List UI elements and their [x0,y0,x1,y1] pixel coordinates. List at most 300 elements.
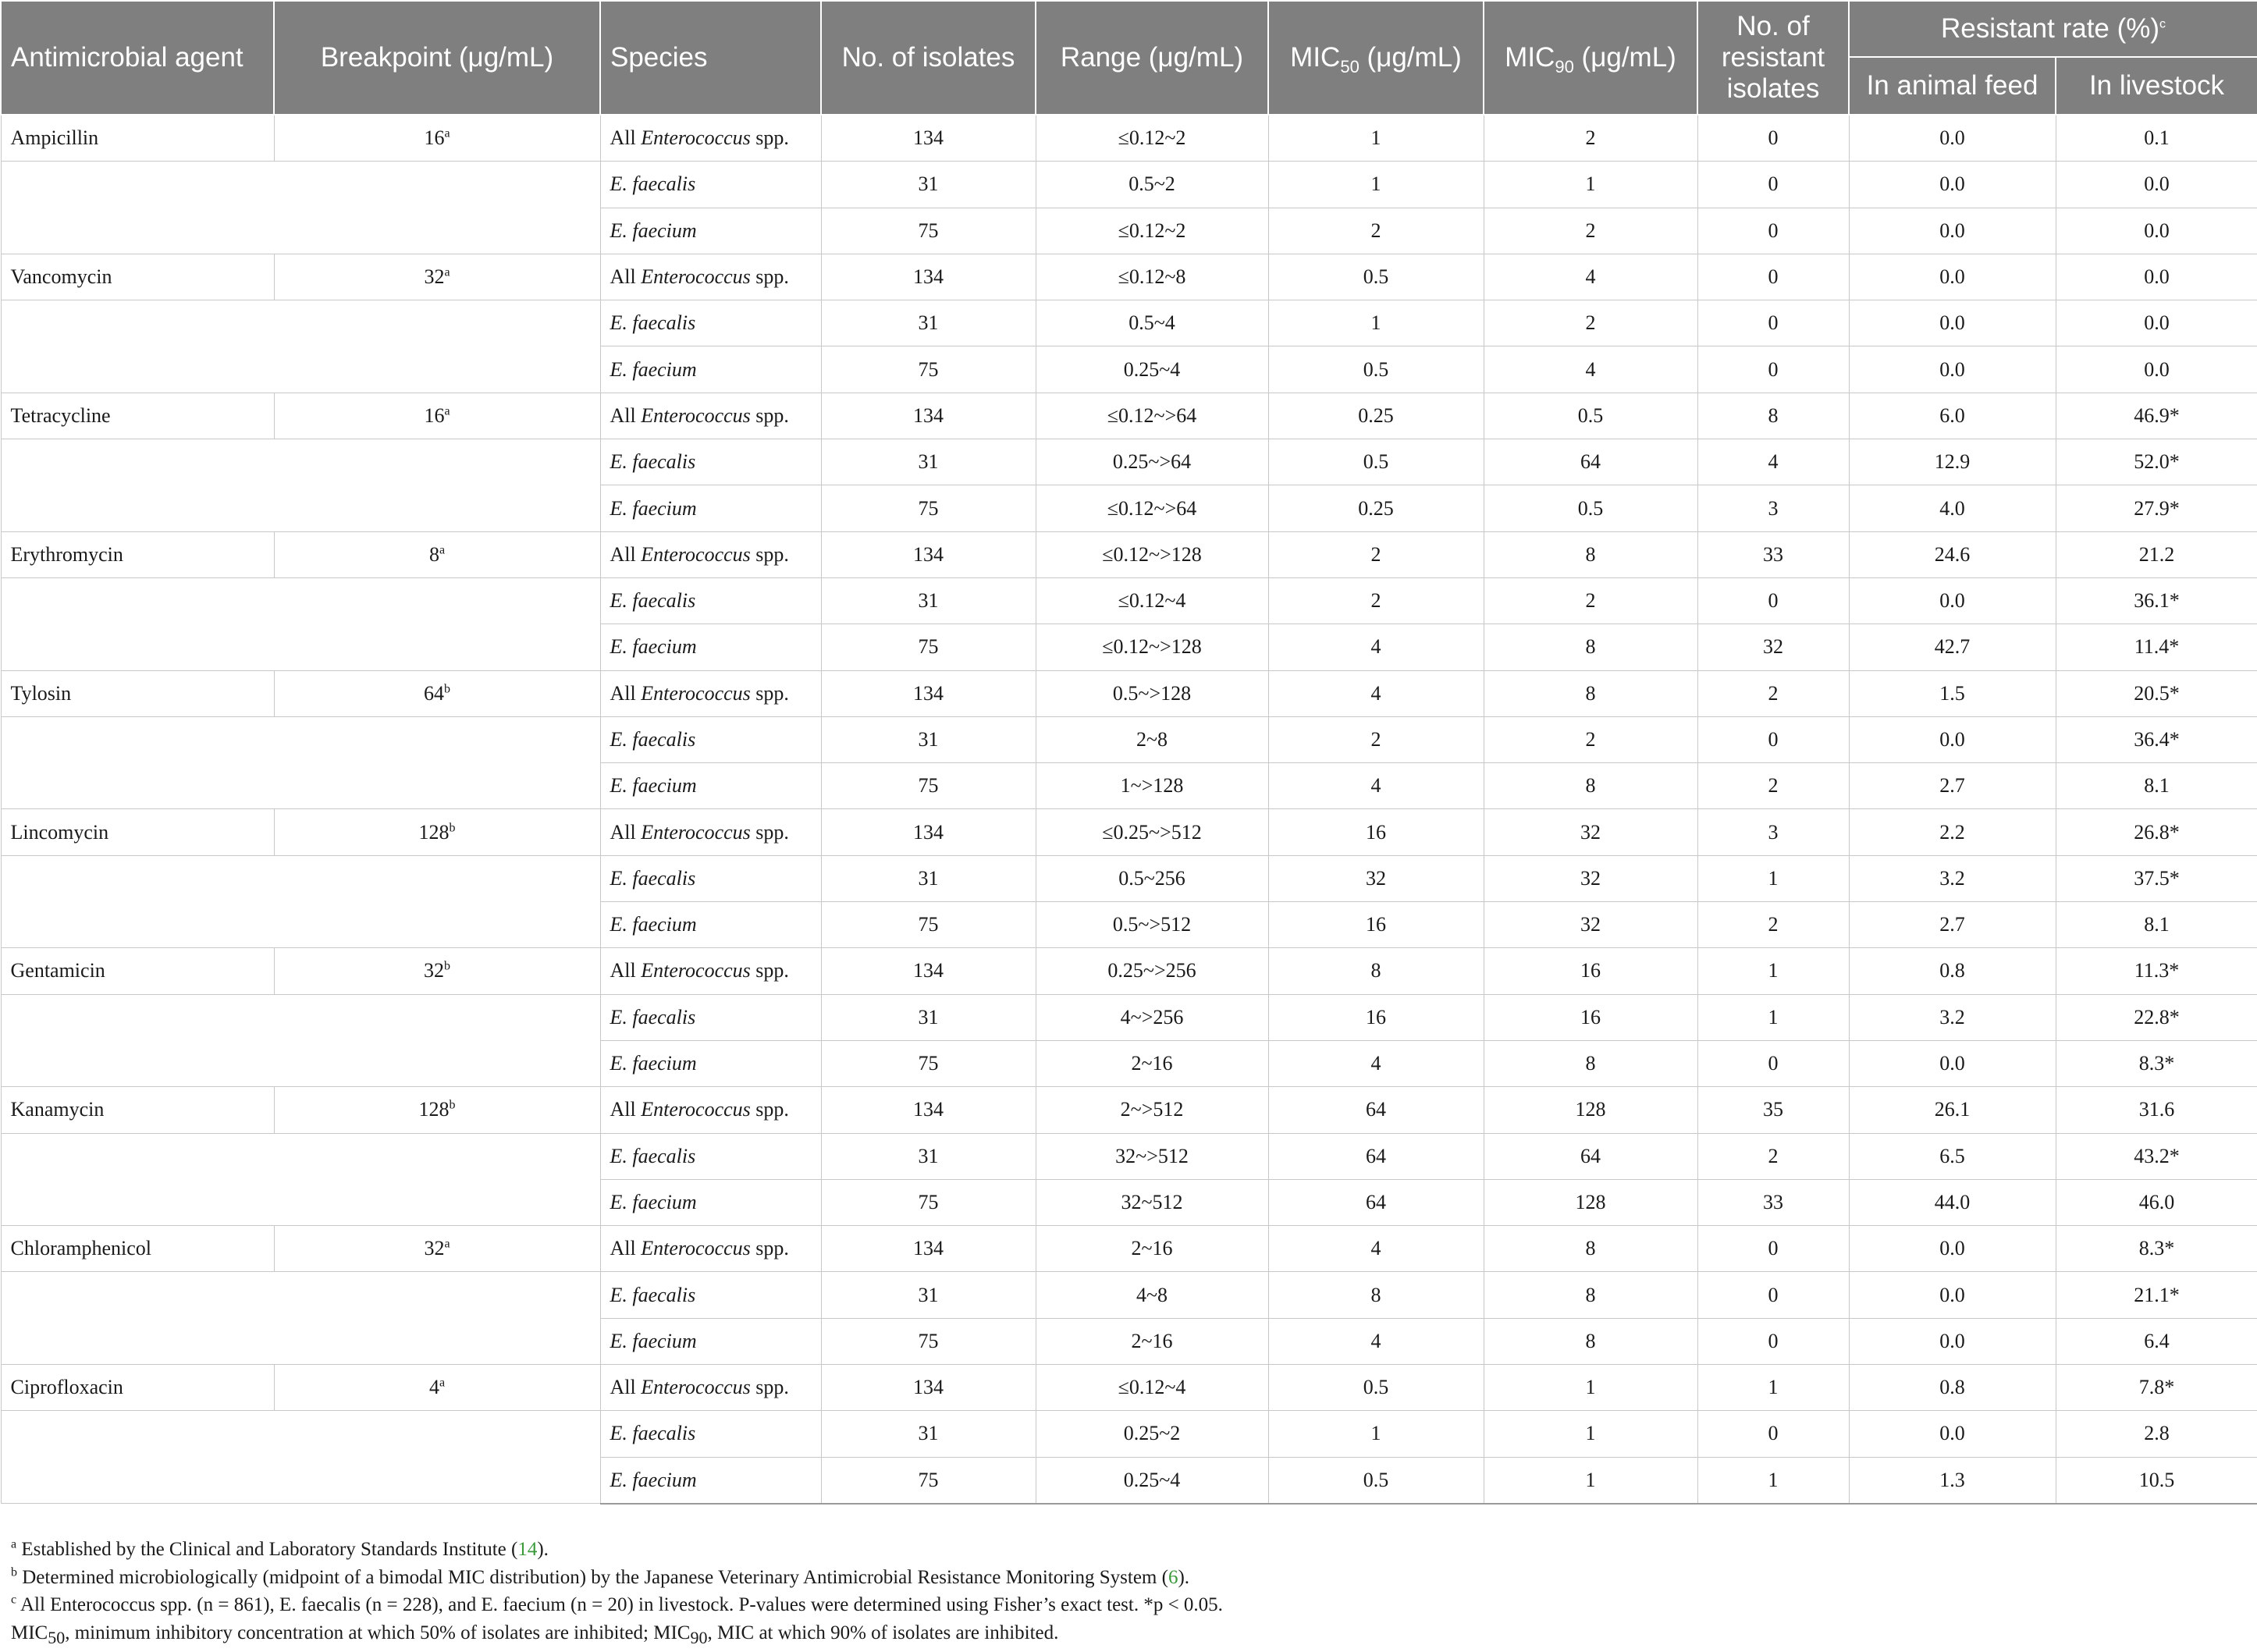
rate-feed-cell: 4.0 [1849,485,2056,531]
mic50-cell: 0.25 [1268,393,1484,439]
rate-feed-cell: 0.0 [1849,1226,2056,1272]
rate-livestock-cell: 21.2 [2056,531,2257,577]
range-cell: ≤0.12~4 [1036,577,1268,623]
rate-livestock-cell: 43.2* [2056,1133,2257,1179]
table-row [1,1411,2257,1457]
rate-livestock-cell: 2.8 [2056,1411,2257,1457]
resistant-count-cell: 33 [1697,1179,1849,1225]
table-row [1,115,2257,162]
range-cell: ≤0.12~>128 [1036,531,1268,577]
breakpoint-value: 16 [424,126,445,150]
species-cell: All Enterococcus spp. [600,531,821,577]
species-name: E. faecalis [610,311,696,335]
mic90-cell: 8 [1484,763,1697,809]
species-cell: All Enterococcus spp. [600,670,821,716]
mic50-cell: 0.5 [1268,1365,1484,1411]
species-cell [600,624,821,670]
species-name: E. faecalis [610,728,696,751]
rate-livestock-cell: 10.5 [2056,1457,2257,1504]
species-name: E. faecium [610,913,697,936]
mic90-cell: 8 [1484,1272,1697,1318]
isolates-cell: 31 [821,716,1036,762]
rate-livestock-cell: 8.3* [2056,1226,2257,1272]
rate-livestock-cell: 6.4 [2056,1318,2257,1364]
rate-livestock-cell: 46.0 [2056,1179,2257,1225]
resistant-count-cell: 0 [1697,254,1849,300]
isolates-cell: 75 [821,902,1036,948]
range-cell: 0.5~>512 [1036,902,1268,948]
species-cell [600,1133,821,1179]
rate-livestock-cell: 46.9* [2056,393,2257,439]
species-cell [600,439,821,485]
genus-name: Enterococcus [641,820,751,844]
species-name: E. faecalis [610,172,696,196]
mic50-cell: 1 [1268,300,1484,346]
mic90-cell: 32 [1484,809,1697,855]
resistant-count-cell: 1 [1697,1457,1849,1504]
isolates-cell: 75 [821,763,1036,809]
rate-feed-cell: 0.0 [1849,162,2056,208]
isolates-cell: 75 [821,624,1036,670]
mic90-cell: 2 [1484,115,1697,162]
resistant-count-cell: 0 [1697,300,1849,346]
header-resistant-rate: Resistant rate (%)$^c$ [1849,1,2257,57]
breakpoint-footnote-mark: b [444,682,450,696]
mic50-cell: 1 [1268,115,1484,162]
breakpoint-cell [274,1087,600,1133]
rate-feed-cell: 26.1 [1849,1087,2056,1133]
agent-cell: Ampicillin [1,115,274,162]
genus-name: Enterococcus [641,126,751,150]
species-cell [600,763,821,809]
resistant-count-cell: 1 [1697,855,1849,901]
range-cell: 2~8 [1036,716,1268,762]
isolates-cell: 31 [821,1272,1036,1318]
range-cell: ≤0.12~>128 [1036,624,1268,670]
isolates-cell: 31 [821,162,1036,208]
header-mic50: $MIC_{50}$ (μg/mL) [1268,1,1484,115]
resistant-count-cell: 0 [1697,1040,1849,1086]
resistant-count-cell: 2 [1697,1133,1849,1179]
breakpoint-value: 128 [418,820,450,844]
rate-livestock-cell: 36.1* [2056,577,2257,623]
resistant-count-cell: 0 [1697,162,1849,208]
rate-livestock-cell: 20.5* [2056,670,2257,716]
range-cell: 2~16 [1036,1040,1268,1086]
mic90-cell: 2 [1484,300,1697,346]
isolates-cell: 134 [821,670,1036,716]
species-name: E. faecalis [610,1144,696,1167]
mic50-cell: 8 [1268,1272,1484,1318]
rate-livestock-cell: 22.8* [2056,994,2257,1040]
breakpoint-footnote-mark: a [444,404,450,418]
resistant-count-cell: 3 [1697,809,1849,855]
footnotes [11,1536,2243,1647]
table-row [1,809,2257,855]
mic50-cell: 4 [1268,670,1484,716]
header-in-livestock: In livestock [2056,57,2257,115]
range-cell: 0.25~2 [1036,1411,1268,1457]
species-cell: All Enterococcus spp. [600,393,821,439]
range-cell: ≤0.12~>64 [1036,393,1268,439]
range-cell: 2~16 [1036,1226,1268,1272]
resistant-count-cell: 4 [1697,439,1849,485]
resistant-count-cell: 0 [1697,1272,1849,1318]
breakpoint-footnote-mark: b [444,959,450,973]
species-cell [600,208,821,254]
range-cell: 0.5~2 [1036,162,1268,208]
genus-name: Enterococcus [641,959,751,982]
range-cell: ≤0.12~2 [1036,208,1268,254]
rate-livestock-cell: 0.0 [2056,208,2257,254]
rate-feed-cell: 24.6 [1849,531,2056,577]
species-cell [600,1272,821,1318]
species-name: E. faecium [610,635,697,659]
blank-cell [1,1133,600,1226]
breakpoint-value: 4 [428,1376,439,1399]
species-name: E. faecalis [610,589,696,613]
blank-cell [1,716,600,809]
footnote-c: $^c$ All Enterococcus spp. (n = 861), E. faecalis (n = 228), and E. faecium (n = 20) in livestock. P-values were determined using Fisher’s exact test. *p < 0.05. [11,1593,1223,1615]
mic90-cell: 128 [1484,1179,1697,1225]
header-resistant-isolates: No. of resistant isolates [1697,1,1849,115]
header-isolates: No. of isolates [821,1,1036,115]
header-species: Species [600,1,821,115]
breakpoint-footnote-mark: a [439,1376,446,1390]
rate-livestock-cell: 8.3* [2056,1040,2257,1086]
header-mic90: $MIC_{90}$ (μg/mL) [1484,1,1697,115]
species-name: E. faecium [610,1190,697,1213]
resistant-count-cell: 2 [1697,763,1849,809]
resistant-count-cell: 1 [1697,948,1849,994]
mic50-cell: 16 [1268,994,1484,1040]
mic90-cell: 1 [1484,162,1697,208]
isolates-cell: 31 [821,855,1036,901]
mic50-cell: 4 [1268,763,1484,809]
agent-cell: Ciprofloxacin [1,1365,274,1411]
species-cell [600,902,821,948]
mic90-cell: 64 [1484,439,1697,485]
agent-cell: Tylosin [1,670,274,716]
species-name: E. faecalis [610,1422,696,1445]
isolates-cell: 75 [821,1457,1036,1504]
rate-livestock-cell: 27.9* [2056,485,2257,531]
isolates-cell: 31 [821,994,1036,1040]
breakpoint-cell [274,531,600,577]
mic50-cell: 16 [1268,809,1484,855]
range-cell: 1~>128 [1036,763,1268,809]
mic90-cell: 8 [1484,1226,1697,1272]
range-cell: 0.25~>64 [1036,439,1268,485]
range-cell: 4~8 [1036,1272,1268,1318]
table-row [1,393,2257,439]
resistant-count-cell: 0 [1697,1411,1849,1457]
species-name: E. faecium [610,496,697,520]
agent-cell: Lincomycin [1,809,274,855]
mic90-cell: 8 [1484,624,1697,670]
resistant-count-cell: 0 [1697,577,1849,623]
isolates-cell: 75 [821,1318,1036,1364]
mic90-cell: 2 [1484,716,1697,762]
table-row [1,1087,2257,1133]
range-cell: 0.5~>128 [1036,670,1268,716]
genus-name: Enterococcus [641,403,751,427]
resistant-count-cell: 1 [1697,1365,1849,1411]
species-cell [600,1040,821,1086]
rate-feed-cell: 2.7 [1849,763,2056,809]
mic50-cell: 64 [1268,1087,1484,1133]
rate-feed-cell: 0.0 [1849,346,2056,393]
breakpoint-cell [274,1226,600,1272]
breakpoint-footnote-mark: b [449,820,456,834]
rate-feed-cell: 1.5 [1849,670,2056,716]
range-cell: ≤0.12~8 [1036,254,1268,300]
mic90-cell: 8 [1484,670,1697,716]
isolates-cell: 134 [821,948,1036,994]
genus-name: Enterococcus [641,1376,751,1399]
agent-cell: Erythromycin [1,531,274,577]
footnote-a: $^a$ Established by the Clinical and Laboratory Standards Institute (14). [11,1537,549,1560]
table-row [1,439,2257,485]
table-body [1,115,2257,1504]
genus-name: Enterococcus [641,1237,751,1260]
mic90-cell: 1 [1484,1411,1697,1457]
rate-feed-cell: 2.2 [1849,809,2056,855]
range-cell: 32~512 [1036,1179,1268,1225]
header-in-feed: In animal feed [1849,57,2056,115]
breakpoint-value: 32 [424,265,445,289]
rate-feed-cell: 0.0 [1849,1040,2056,1086]
mic90-cell: 4 [1484,346,1697,393]
rate-feed-cell: 0.0 [1849,1411,2056,1457]
range-cell: ≤0.12~4 [1036,1365,1268,1411]
isolates-cell: 134 [821,1087,1036,1133]
species-cell: All Enterococcus spp. [600,1365,821,1411]
rate-livestock-cell: 11.4* [2056,624,2257,670]
agent-cell: Gentamicin [1,948,274,994]
genus-name: Enterococcus [641,1098,751,1121]
isolates-cell: 134 [821,115,1036,162]
blank-cell [1,300,600,393]
mic50-cell: 2 [1268,716,1484,762]
isolates-cell: 75 [821,208,1036,254]
resistant-count-cell: 1 [1697,994,1849,1040]
species-cell [600,300,821,346]
breakpoint-footnote-mark: a [444,126,450,140]
rate-feed-cell: 1.3 [1849,1457,2056,1504]
species-name: E. faecium [610,1329,697,1352]
rate-feed-cell: 0.8 [1849,948,2056,994]
species-cell [600,1457,821,1504]
rate-livestock-cell: 0.0 [2056,162,2257,208]
isolates-cell: 31 [821,1411,1036,1457]
genus-name: Enterococcus [641,265,751,289]
mic50-cell: 64 [1268,1133,1484,1179]
species-cell [600,1179,821,1225]
range-cell: 0.5~256 [1036,855,1268,901]
mic90-cell: 0.5 [1484,485,1697,531]
genus-name: Enterococcus [641,681,751,705]
rate-feed-cell: 0.8 [1849,1365,2056,1411]
breakpoint-value: 8 [428,542,439,566]
species-cell [600,1411,821,1457]
table-row [1,948,2257,994]
species-name: E. faecium [610,1468,697,1491]
header-agent: Antimicrobial agent [1,1,274,115]
rate-livestock-cell: 52.0* [2056,439,2257,485]
resistant-count-cell: 0 [1697,115,1849,162]
breakpoint-cell [274,1365,600,1411]
rate-feed-cell: 12.9 [1849,439,2056,485]
table-row [1,1365,2257,1411]
range-cell: ≤0.25~>512 [1036,809,1268,855]
species-name: E. faecalis [610,866,696,890]
rate-feed-cell: 0.0 [1849,208,2056,254]
table-row [1,300,2257,346]
rate-livestock-cell: 0.0 [2056,300,2257,346]
header-breakpoint: Breakpoint (μg/mL) [274,1,600,115]
table-row [1,994,2257,1040]
blank-cell [1,577,600,670]
isolates-cell: 134 [821,1226,1036,1272]
isolates-cell: 75 [821,485,1036,531]
species-name: E. faecalis [610,1283,696,1306]
breakpoint-value: 32 [424,1237,445,1260]
rate-livestock-cell: 8.1 [2056,902,2257,948]
header-range: Range (μg/mL) [1036,1,1268,115]
mic90-cell: 64 [1484,1133,1697,1179]
mic50-cell: 16 [1268,902,1484,948]
rate-feed-cell: 0.0 [1849,577,2056,623]
resistant-count-cell: 3 [1697,485,1849,531]
range-cell: 4~>256 [1036,994,1268,1040]
genus-name: Enterococcus [641,542,751,566]
rate-feed-cell: 42.7 [1849,624,2056,670]
species-cell [600,162,821,208]
isolates-cell: 134 [821,1365,1036,1411]
mic50-cell: 4 [1268,624,1484,670]
mic50-cell: 1 [1268,162,1484,208]
rate-livestock-cell: 36.4* [2056,716,2257,762]
resistant-count-cell: 0 [1697,1226,1849,1272]
breakpoint-cell [274,948,600,994]
rate-livestock-cell: 0.0 [2056,254,2257,300]
table-row [1,1272,2257,1318]
table-row [1,254,2257,300]
mic50-cell: 2 [1268,577,1484,623]
species-cell: All Enterococcus spp. [600,254,821,300]
species-name: E. faecium [610,218,697,242]
species-name: E. faecalis [610,450,696,474]
agent-cell: Vancomycin [1,254,274,300]
mic50-cell: 2 [1268,531,1484,577]
rate-feed-cell: 0.0 [1849,1318,2056,1364]
mic50-cell: 0.5 [1268,439,1484,485]
mic90-cell: 8 [1484,1318,1697,1364]
agent-cell: Kanamycin [1,1087,274,1133]
rate-feed-cell: 0.0 [1849,300,2056,346]
breakpoint-footnote-mark: b [449,1098,456,1112]
species-cell: All Enterococcus spp. [600,948,821,994]
species-name: E. faecalis [610,1005,696,1029]
mic90-cell: 2 [1484,577,1697,623]
blank-cell [1,162,600,254]
mic50-cell: 2 [1268,208,1484,254]
species-cell [600,1318,821,1364]
rate-livestock-cell: 8.1 [2056,763,2257,809]
species-cell [600,577,821,623]
rate-livestock-cell: 21.1* [2056,1272,2257,1318]
rate-livestock-cell: 37.5* [2056,855,2257,901]
rate-feed-cell: 0.0 [1849,1272,2056,1318]
species-cell: All Enterococcus spp. [600,115,821,162]
isolates-cell: 75 [821,1040,1036,1086]
breakpoint-value: 128 [418,1098,450,1121]
blank-cell [1,994,600,1087]
mic50-cell: 64 [1268,1179,1484,1225]
range-cell: ≤0.12~>64 [1036,485,1268,531]
range-cell: 0.25~4 [1036,346,1268,393]
mic90-cell: 128 [1484,1087,1697,1133]
resistant-count-cell: 0 [1697,346,1849,393]
range-cell: 0.25~4 [1036,1457,1268,1504]
mic50-cell: 1 [1268,1411,1484,1457]
species-cell [600,994,821,1040]
breakpoint-footnote-mark: a [444,265,450,279]
breakpoint-footnote-mark: a [439,543,446,557]
mic50-cell: 8 [1268,948,1484,994]
range-cell: 0.25~>256 [1036,948,1268,994]
isolates-cell: 75 [821,1179,1036,1225]
footnote-b: $^b$ Determined microbiologically (midpoint of a bimodal MIC distribution) by the Japanese Veterinary Antimicrobial Resistance Monitoring System (6). [11,1565,1190,1588]
breakpoint-cell [274,393,600,439]
resistant-count-cell: 0 [1697,716,1849,762]
mic90-cell: 2 [1484,208,1697,254]
mic90-cell: 0.5 [1484,393,1697,439]
mic90-cell: 32 [1484,902,1697,948]
blank-cell [1,1272,600,1365]
resistant-count-cell: 2 [1697,902,1849,948]
isolates-cell: 31 [821,439,1036,485]
mic90-cell: 16 [1484,994,1697,1040]
breakpoint-value: 32 [424,959,444,982]
resistant-count-cell: 32 [1697,624,1849,670]
range-cell: 32~>512 [1036,1133,1268,1179]
isolates-cell: 134 [821,531,1036,577]
isolates-cell: 134 [821,809,1036,855]
isolates-cell: 75 [821,346,1036,393]
breakpoint-cell [274,115,600,162]
rate-livestock-cell: 11.3* [2056,948,2257,994]
species-name: E. faecium [610,357,697,381]
species-cell [600,346,821,393]
table-row [1,670,2257,716]
table-row [1,1133,2257,1179]
range-cell: 0.5~4 [1036,300,1268,346]
isolates-cell: 134 [821,393,1036,439]
table-row [1,855,2257,901]
isolates-cell: 31 [821,577,1036,623]
mic90-cell: 1 [1484,1457,1697,1504]
agent-cell: Tetracycline [1,393,274,439]
range-cell: 2~>512 [1036,1087,1268,1133]
resistant-count-cell: 33 [1697,531,1849,577]
rate-feed-cell: 0.0 [1849,115,2056,162]
mic50-cell: 4 [1268,1226,1484,1272]
blank-cell [1,1411,600,1504]
species-name: E. faecium [610,774,697,798]
footnote-mic: $MIC_{50}$, minimum inhibitory concentration at which 50% of isolates are inhibited; $MIC_{90}$, MIC at which 90% of isolates are inhibited. [11,1622,1059,1647]
